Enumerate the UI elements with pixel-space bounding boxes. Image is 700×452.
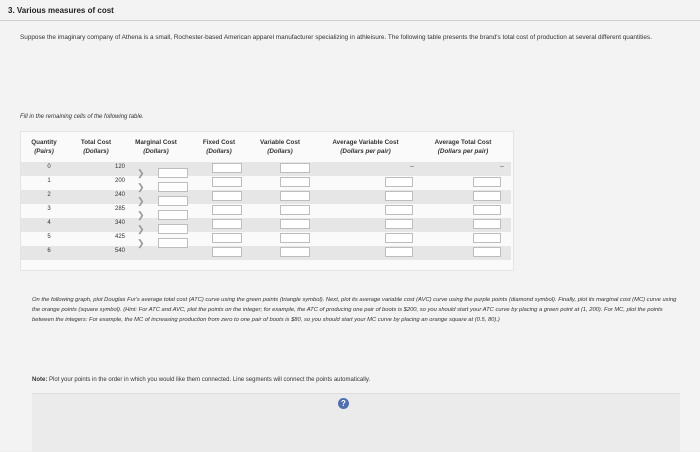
avc-input[interactable]	[385, 247, 413, 257]
question-heading: 3. Various measures of cost	[8, 6, 114, 15]
atc-input[interactable]	[473, 233, 501, 243]
marginal-cost-input[interactable]	[158, 182, 188, 192]
atc-input[interactable]	[473, 219, 501, 229]
header-average-variable-cost: Average Variable Cost (Dollars per pair)	[332, 139, 399, 155]
table-row: 6 540	[21, 246, 511, 260]
note: Note: Plot your points in the order in which you would like them connected. Line segments will connect the points automatically.	[32, 377, 371, 383]
fixed-cost-input[interactable]	[212, 177, 242, 187]
divider	[0, 20, 700, 21]
intro-text: Suppose the imaginary company of Athena is a small, Rochester-based American apparel manufacturer specializing in athleisure. The following table presents the brand's total cost of production at several different quantities.	[20, 34, 652, 41]
fixed-cost-input[interactable]	[212, 247, 242, 257]
table-row: 5 425	[47, 234, 125, 240]
atc-input[interactable]	[473, 247, 501, 257]
marginal-cost-input[interactable]	[158, 210, 188, 220]
help-icon[interactable]: ?	[338, 398, 349, 409]
avc-input[interactable]	[385, 219, 413, 229]
header-quantity: Quantity (Pairs)	[31, 139, 57, 155]
header-marginal-cost: Marginal Cost (Dollars)	[135, 139, 177, 155]
fixed-cost-input[interactable]	[212, 219, 242, 229]
chevron-right-icon: ❯	[137, 182, 145, 192]
variable-cost-input[interactable]	[280, 191, 310, 201]
chevron-right-icon: ❯	[137, 224, 145, 234]
avc-input[interactable]	[385, 177, 413, 187]
avc-input[interactable]	[385, 233, 413, 243]
atc-input[interactable]	[473, 177, 501, 187]
variable-cost-input[interactable]	[280, 219, 310, 229]
fixed-cost-input[interactable]	[212, 205, 242, 215]
chevron-right-icon: ❯	[137, 238, 145, 248]
variable-cost-input[interactable]	[280, 233, 310, 243]
header-variable-cost: Variable Cost (Dollars)	[260, 139, 300, 155]
chevron-right-icon: ❯	[137, 168, 145, 178]
variable-cost-input[interactable]	[280, 205, 310, 215]
marginal-cost-input[interactable]	[158, 196, 188, 206]
fill-instruction: Fill in the remaining cells of the following table.	[20, 114, 144, 120]
table-row: 3 285	[47, 206, 125, 212]
header-average-total-cost: Average Total Cost (Dollars per pair)	[434, 139, 492, 155]
avc-input[interactable]	[385, 191, 413, 201]
table-row: 2 240	[21, 190, 511, 204]
avc-dash: –	[410, 163, 414, 170]
atc-input[interactable]	[473, 205, 501, 215]
fixed-cost-input[interactable]	[212, 233, 242, 243]
fixed-cost-input[interactable]	[212, 163, 242, 173]
avc-input[interactable]	[385, 205, 413, 215]
variable-cost-input[interactable]	[280, 163, 310, 173]
marginal-cost-input[interactable]	[158, 224, 188, 234]
table-row: 1 200	[47, 178, 125, 184]
table-row: 4 340	[21, 218, 511, 232]
variable-cost-input[interactable]	[280, 177, 310, 187]
atc-input[interactable]	[473, 191, 501, 201]
header-fixed-cost: Fixed Cost (Dollars)	[202, 139, 236, 155]
atc-dash: –	[500, 163, 504, 170]
marginal-cost-input[interactable]	[158, 168, 188, 178]
table-row: 0 120	[21, 162, 511, 176]
fixed-cost-input[interactable]	[212, 191, 242, 201]
variable-cost-input[interactable]	[280, 247, 310, 257]
chevron-right-icon: ❯	[137, 210, 145, 220]
header-total-cost: Total Cost (Dollars)	[80, 139, 112, 155]
marginal-cost-input[interactable]	[158, 238, 188, 248]
graph-instruction: On the following graph, plot Douglas Fur's average total cost (ATC) curve using the green points (triangle symbol). Next, plot its average variable cost (AVC) curve using the purple points (diamond symbol). Finally, plot its marginal cost (MC) curve using the orange points (square symbol). (Hint: For ATC and AVC, plot the points on the integer; for example, the ATC of producing one pair of boots is $200, so you should start your ATC curve by placing a green point at (1, 200). For MC, plot the points between the integers: For example, the MC of increasing production from zero to one pair of boots is $80, so you should start your MC curve by placing an orange square at (0.5, 80).)	[32, 297, 677, 323]
chevron-right-icon: ❯	[137, 196, 145, 206]
graph-area	[32, 393, 680, 452]
